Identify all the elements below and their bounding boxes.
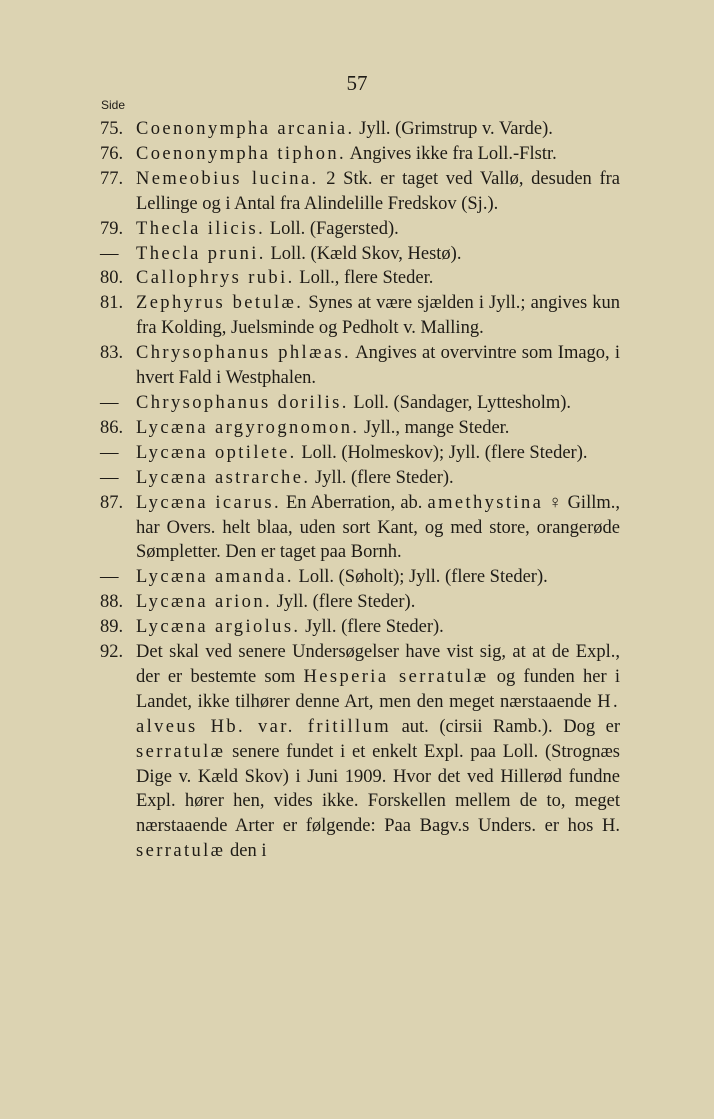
species-entry xyxy=(100,441,620,466)
entry-number: 76. xyxy=(100,143,124,164)
entry-number: 88. xyxy=(100,592,124,613)
species-name: H. alveus Hb. var. fritillum xyxy=(136,691,620,737)
species-name: serratulæ xyxy=(136,741,226,762)
entry-text xyxy=(136,615,620,640)
entry-description: Jyll. (Grimstrup v. Varde). xyxy=(354,119,553,139)
species-entry xyxy=(100,466,620,491)
species-entry xyxy=(100,167,620,217)
entry-text xyxy=(136,266,620,291)
side-column-label: Side xyxy=(101,98,126,112)
species-name: Lycæna icarus. xyxy=(136,492,281,513)
entry-description: Loll., flere Steder. xyxy=(294,268,434,289)
entry-description-continued: ♀ Gillm., har Overs. helt blaa, uden sort Kant, og med store, orangerøde Sømpletter. Den er taget paa Bornh. xyxy=(136,492,620,563)
entry-number: 79. xyxy=(100,218,124,239)
entry-text xyxy=(136,291,620,341)
entry-description: Synes at være sjælden i Jyll.; angives kun fra Kolding, Juelsminde og Pedholt v. Malling. xyxy=(136,293,621,339)
entry-text xyxy=(136,466,620,491)
species-name: Hesperia serratulæ xyxy=(303,666,489,687)
species-name: Lycæna argyrognomon. xyxy=(136,417,360,438)
species-name: Thecla pruni. xyxy=(136,243,266,264)
entry-number: 75. xyxy=(100,119,124,139)
paragraph-text: og funden her i Landet, ikke tilhører denne Art, men den meget nærstaaende xyxy=(136,666,620,712)
entry-text xyxy=(136,441,620,466)
species-name: Zephyrus betulæ. xyxy=(136,293,304,314)
entry-text xyxy=(136,416,620,441)
entry-number: 92. xyxy=(100,642,124,663)
paragraph-text: Det skal ved senere Undersøgelser have vist sig, at at de Expl., der er bestemte som xyxy=(136,642,620,687)
paragraph-text: senere fundet i et enkelt Expl. paa Loll. (Strognæs Dige v. Kæld Skov) i Juni 1909. Hvor det ved Hillerød fundne Expl. hører hen, vides ikke. Forskellen mellem de to, meget nærstaaende Arter er følgende: Paa Bagv.s Unders. er hos H. xyxy=(136,741,620,837)
entry-text xyxy=(136,117,620,142)
entry-description: Loll. (Sandager, Lyttesholm). xyxy=(348,392,572,413)
entry-number: 89. xyxy=(100,617,124,638)
entry-number: — xyxy=(100,392,119,413)
entry-number: 83. xyxy=(100,343,124,364)
species-list xyxy=(100,117,620,864)
entry-text xyxy=(136,167,620,217)
entry-description: En Aberration, ab. xyxy=(280,492,428,513)
species-name: Chrysophanus dorilis. xyxy=(136,392,349,413)
page-number: 57 xyxy=(346,71,368,95)
entry-text xyxy=(136,242,620,267)
entry-description: Loll. (Kæld Skov, Hestø). xyxy=(265,243,462,264)
entry-number: 86. xyxy=(100,417,124,438)
species-name: Coenonympha arcania. xyxy=(136,119,355,139)
species-entry xyxy=(100,242,620,267)
entry-text xyxy=(136,590,620,615)
species-name: Thecla ilicis. xyxy=(136,218,266,239)
species-entry xyxy=(100,640,620,864)
species-entry xyxy=(100,615,620,640)
species-name: Nemeobius lucina. xyxy=(136,168,319,189)
entry-description: Jyll. (flere Steder). xyxy=(272,592,416,613)
species-name: Chrysophanus phlæas. xyxy=(136,343,352,364)
species-entry xyxy=(100,590,620,615)
entry-description: 2 Stk. er taget ved Vallø, desuden fra Lellinge og i Antal fra Alindelille Fredskov (Sj.). xyxy=(136,168,620,214)
entry-number: 80. xyxy=(100,268,124,289)
species-entry xyxy=(100,117,620,142)
entry-text xyxy=(136,217,620,242)
species-name: Lycæna astrarche. xyxy=(136,467,311,488)
entry-description: Loll. (Holmeskov); Jyll. (flere Steder). xyxy=(296,442,588,463)
aberration-name: amethystina xyxy=(427,492,544,513)
entry-text xyxy=(136,640,620,864)
entry-description: Loll. (Fagersted). xyxy=(265,218,399,239)
species-entry xyxy=(100,391,620,416)
paragraph-text: den i xyxy=(225,841,267,862)
species-entry xyxy=(100,291,620,341)
species-entry xyxy=(100,142,620,167)
entry-text xyxy=(136,142,620,167)
entry-description: Jyll. (flere Steder). xyxy=(310,467,454,488)
species-name: Lycæna arion. xyxy=(136,592,273,613)
species-name: Lycæna argiolus. xyxy=(136,617,301,638)
entry-description: Angives ikke fra Loll.-Flstr. xyxy=(346,143,557,164)
species-name: Lycæna amanda. xyxy=(136,567,294,588)
species-name: Lycæna optilete. xyxy=(136,442,297,463)
species-name: Coenonympha tiphon. xyxy=(136,143,347,164)
entry-number: — xyxy=(100,442,119,463)
entry-text xyxy=(136,565,620,590)
entry-number: 87. xyxy=(100,492,124,513)
entry-number: 77. xyxy=(100,168,124,189)
entry-number: — xyxy=(100,467,119,488)
entry-description: Jyll. (flere Steder). xyxy=(300,617,444,638)
entry-text xyxy=(136,391,620,416)
entry-text xyxy=(136,341,620,391)
entry-description: Loll. (Søholt); Jyll. (flere Steder). xyxy=(293,567,548,588)
species-entry xyxy=(100,266,620,291)
species-entry xyxy=(100,341,620,391)
species-name: Callophrys rubi. xyxy=(136,268,295,289)
species-name: serratulæ xyxy=(136,841,226,862)
entry-description: Angives at overvintre som Imago, i hvert Fald i Westphalen. xyxy=(136,343,621,389)
entry-number: — xyxy=(100,567,119,588)
species-entry xyxy=(100,565,620,590)
paragraph-text: aut. (cirsii Ramb.). Dog er xyxy=(391,716,620,737)
species-entry xyxy=(100,416,620,441)
entry-number: — xyxy=(100,243,119,264)
species-entry xyxy=(100,217,620,242)
entry-description: Jyll., mange Steder. xyxy=(359,417,510,438)
species-entry xyxy=(100,491,620,566)
entry-number: 81. xyxy=(100,293,124,314)
entry-text xyxy=(136,491,620,566)
